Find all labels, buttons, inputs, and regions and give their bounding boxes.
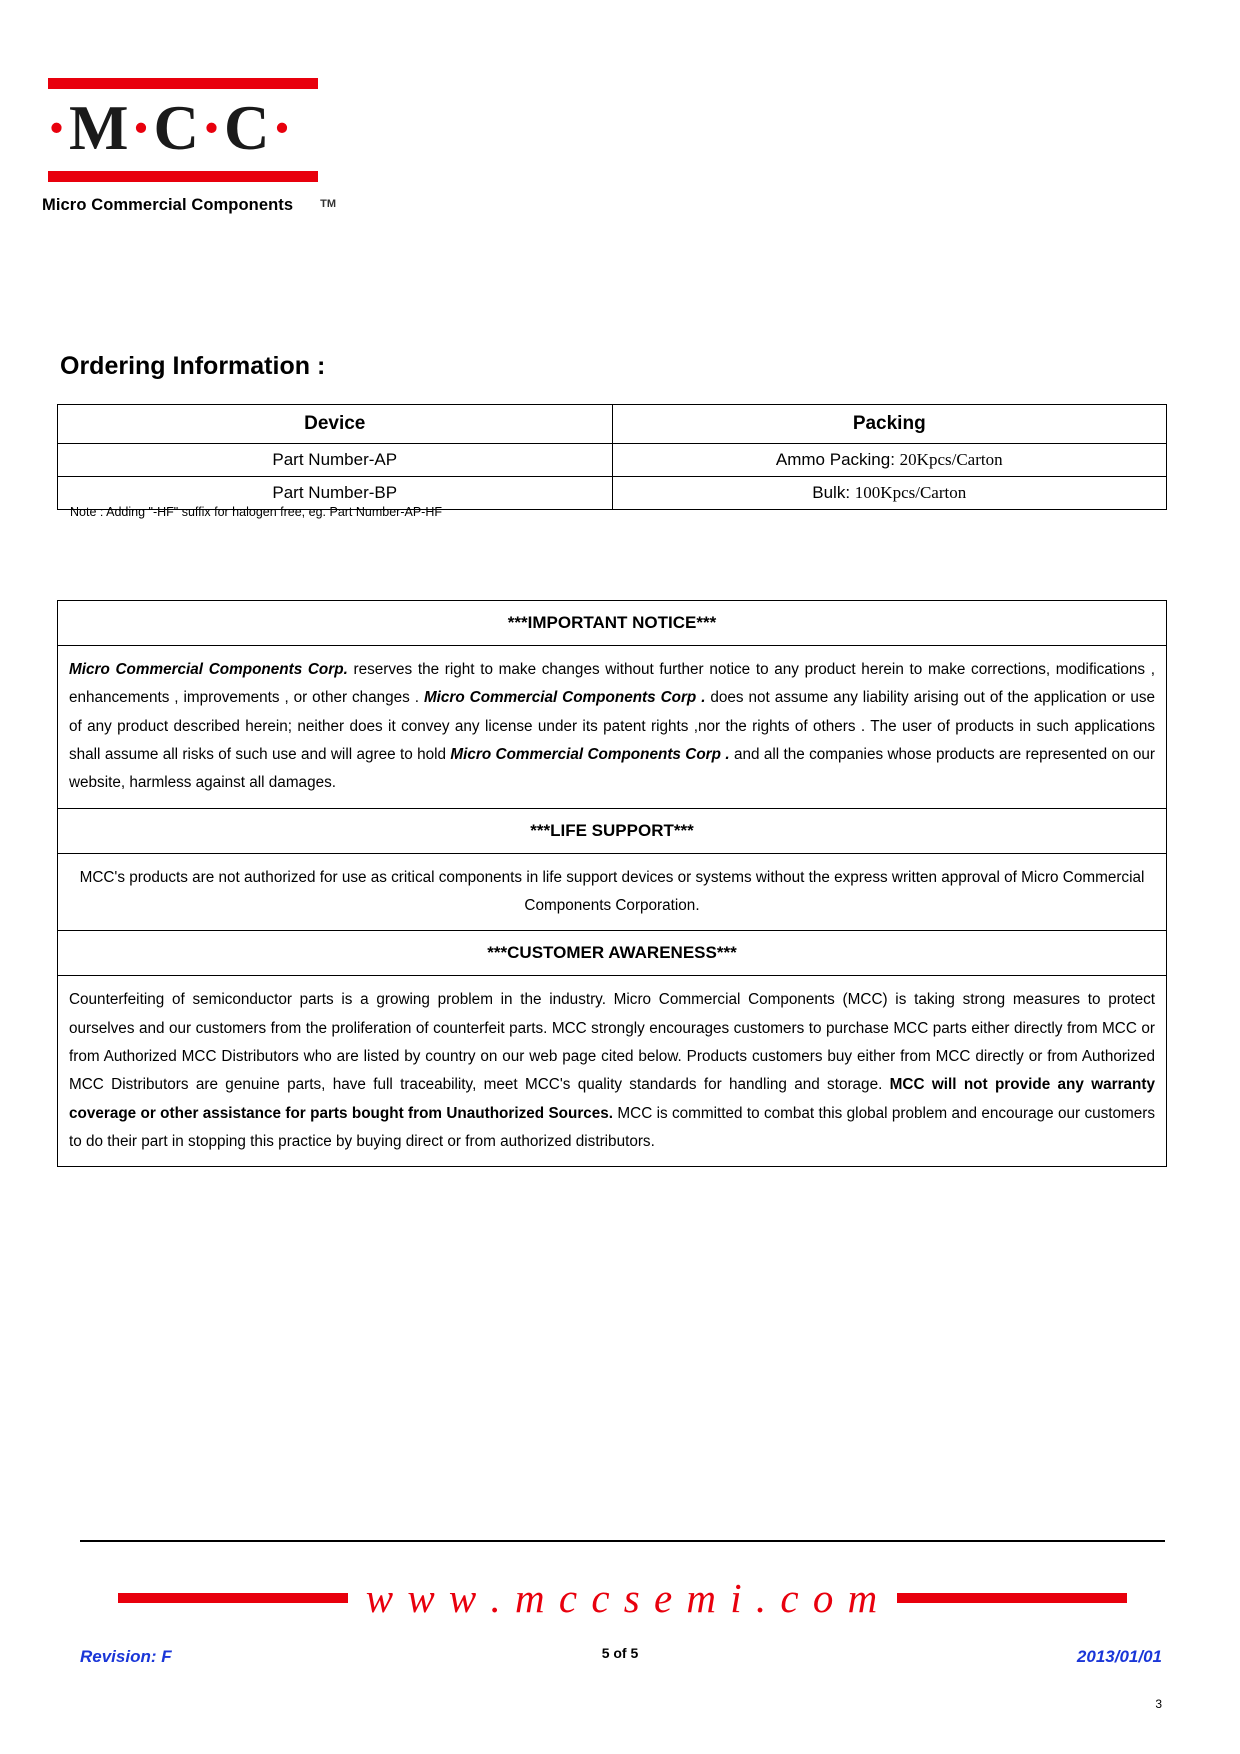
legal-notice-table <box>57 600 1167 1167</box>
customer-awareness-warning: MCC will not provide any warranty coverage or other assistance for parts bought from Unauthorized Sources. <box>69 1076 1156 1122</box>
trademark-symbol: TM <box>320 198 336 210</box>
website-url[interactable]: w w w . m c c s e m i . c o m <box>365 1575 880 1621</box>
life-support-body: MCC's products are not authorized for use as critical components in life support devices or systems without the express written approval of Micro Commercial Components Corporation. <box>58 853 1167 931</box>
halogen-free-note: Note : Adding "-HF" suffix for halogen free, eg. Part Number-AP-HF <box>70 505 442 519</box>
footer-divider <box>80 1540 1165 1542</box>
important-notice-body <box>58 646 1167 808</box>
ordering-information-heading: Ordering Information : <box>60 352 326 380</box>
packing-value-bulk: 100Kpcs/Carton <box>854 483 967 502</box>
important-notice-text-1: reserves the right to make changes without further notice to any product herein to make corrections, modifications , enhancements , improvements , or other changes . <box>69 661 1155 707</box>
footer-dash-right <box>897 1593 1127 1603</box>
important-notice-company-2: Micro Commercial Components Corp . <box>423 689 706 707</box>
important-notice-company-3: Micro Commercial Components Corp . <box>450 745 730 763</box>
notice-heading-row <box>58 808 1167 853</box>
document-date: 2013/01/01 <box>1076 1647 1162 1666</box>
sheet-number: 3 <box>1155 1697 1162 1711</box>
logo-wordmark: ·M·C·C· <box>46 93 295 163</box>
customer-awareness-text-2: MCC is committed to combat this global problem and encourage our customers to do their part in stopping this practice by buying direct or from authorized distributors. <box>69 1104 1155 1150</box>
packing-label-bulk: Bulk: <box>812 483 851 502</box>
notice-heading-row <box>58 931 1167 976</box>
revision-label: Revision: F <box>80 1647 172 1666</box>
page-number: 5 of 5 <box>601 1645 639 1661</box>
notice-body-row <box>58 976 1167 1167</box>
notice-body-row <box>58 853 1167 931</box>
life-support-heading: ***LIFE SUPPORT*** <box>58 808 1167 853</box>
important-notice-company-1: Micro Commercial Components Corp. <box>69 661 348 679</box>
important-notice-heading: ***IMPORTANT NOTICE*** <box>58 601 1167 646</box>
column-header-device: Device <box>58 405 613 444</box>
logo-bar-bottom <box>48 171 318 182</box>
customer-awareness-text-1: Counterfeiting of semiconductor parts is a growing problem in the industry. Micro Commercial Components (MCC) is taking strong measures to protect ourselves and our customers from the proliferation of counterfeit parts. MCC strongly encourages customers to purchase MCC parts either directly from MCC or from Authorized MCC Distributors who are listed by country on our web page cited below. Products customers buy either from MCC directly or from Authorized MCC Distributors are genuine parts, have full traceability, meet MCC's quality standards for handling and storage. <box>69 991 1155 1094</box>
packing-label-ammo: Ammo Packing: <box>775 450 895 469</box>
ordering-information-table <box>57 404 1167 510</box>
customer-awareness-heading: ***CUSTOMER AWARENESS*** <box>58 931 1167 976</box>
logo-bar-top <box>48 78 318 89</box>
table-row <box>58 444 1167 477</box>
table-header-row <box>58 405 1167 444</box>
important-notice-text-3: and all the companies whose products are represented on our website, harmless against all damages. <box>69 745 1156 792</box>
company-name: Micro Commercial Components <box>42 196 294 214</box>
cell-device-ap: Part Number-AP <box>58 444 613 477</box>
footer-url-row <box>80 1570 1165 1626</box>
mcc-logo <box>40 78 380 215</box>
notice-heading-row <box>58 601 1167 646</box>
cell-packing-bulk <box>612 477 1167 510</box>
notice-body-row <box>58 646 1167 808</box>
cell-device-bp: Part Number-BP <box>58 477 613 510</box>
footer-dash-left <box>118 1593 348 1603</box>
customer-awareness-body <box>58 976 1167 1167</box>
column-header-packing: Packing <box>612 405 1167 444</box>
cell-packing-ammo <box>612 444 1167 477</box>
packing-value-ammo: 20Kpcs/Carton <box>899 450 1003 469</box>
important-notice-text-2: does not assume any liability arising out of the application or use of any product described herein; neither does it convey any license under its patent rights ,nor the rights of others . The user of products in such applications shall assume all risks of such use and will agree to hold <box>69 689 1155 763</box>
